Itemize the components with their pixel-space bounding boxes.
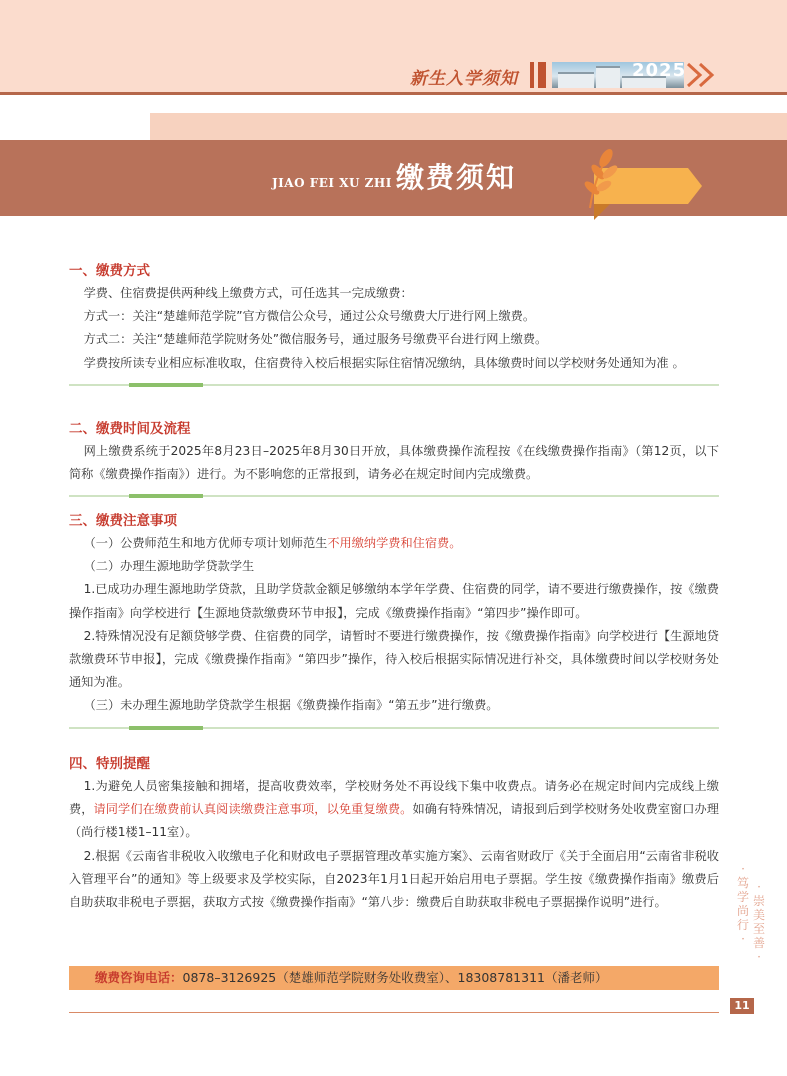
section-title: 四、特别提醒 (69, 756, 150, 772)
section-payment-time (69, 418, 719, 510)
contact-text (95, 969, 607, 987)
highlight-text: 请同学们在缴费前认真阅读缴费注意事项，以免重复缴费。 (93, 802, 413, 817)
section-divider (69, 727, 719, 729)
side-motto: ·崇美至善· (752, 880, 765, 964)
header-year: 2025 (632, 60, 687, 81)
paragraph: 方式一：关注“楚雄师范学院”官方微信公众号，通过公众号缴费大厅进行网上缴费。 (83, 309, 536, 324)
contact-label: 缴费咨询电话： (95, 970, 183, 985)
section-payment-methods (69, 260, 719, 399)
paragraph-text: 1.为避免人员密集接触和拥堵，提高收费效率，学校财务处不再设线下集中收费点。请务必在规定时间内完成线上缴费， (69, 779, 719, 817)
chevron-arrows-icon (686, 62, 722, 88)
header-title: 新生入学须知 (410, 69, 518, 89)
section-divider (69, 495, 719, 497)
paragraph (69, 775, 719, 845)
section-special-reminder (69, 753, 719, 914)
section-title: 二、缴费时间及流程 (69, 421, 191, 437)
paragraph (69, 532, 719, 555)
section-title: 三、缴费注意事项 (69, 513, 177, 529)
paragraph: 学费、住宿费提供两种线上缴费方式，可任选其一完成缴费： (83, 286, 413, 300)
paragraph: （二）办理生源地助学贷款学生 (83, 559, 255, 574)
page-number: 11 (730, 998, 754, 1014)
paragraph: 2.根据《云南省非税收入收缴电子化和财政电子票据管理改革实施方案》、云南省财政厅《关于全面启用“云南省非税收入管理平台”的通知》等上级要求及学校实际，自2023年1月1日起开始启用电子票据。学生按《缴费操作指南》缴费后自助获取非税电子票据，获取方式按《缴费操作指南》“第八步：缴费后自助获取非税电子票据操作说明”进行。 (69, 848, 719, 910)
paragraph: 学费按所读专业相应标准收取，住宿费待入校后根据实际住宿情况缴纳，具体缴费时间以学校财务处通知为准 。 (83, 355, 685, 370)
section-divider (69, 384, 719, 386)
section-payment-notes (69, 510, 719, 742)
paragraph: （三）未办理生源地助学贷款学生根据《缴费操作指南》“第五步”进行缴费。 (83, 698, 499, 713)
contact-bar (69, 966, 719, 990)
footer-rule (69, 1012, 719, 1013)
paragraph: 1.已成功办理生源地助学贷款，且助学贷款金额足够缴纳本学年学费、住宿费的同学，请不要进行缴费操作，按《缴费操作指南》向学校进行【生源地贷款缴费环节申报】，完成《缴费操作指南》“第四步”操作即可。 (69, 582, 719, 620)
paragraph: 方式二：关注“楚雄师范学院财务处”微信服务号，通过服务号缴费平台进行网上缴费。 (83, 332, 548, 347)
paragraph: 网上缴费系统于2025年8月23日–2025年8月30日开放，具体缴费操作流程按《在线缴费操作指南》（第12页，以下简称《缴费操作指南》）进行。为不影响您的正常报到，请务必在规定时间内完成缴费。 (69, 444, 719, 482)
contact-numbers: 0878–3126925（楚雄师范学院财务处收费室）、18308781311（潘老师） (182, 970, 608, 985)
paragraph-text: 如确有特殊情况，请报到后到学校财务处收费室窗口办理（尚行楼1楼1–11室）。 (69, 802, 719, 840)
section-title: 一、缴费方式 (69, 263, 150, 279)
banner-highlight (150, 113, 787, 140)
paragraph: 2.特殊情况没有足额贷够学费、住宿费的同学，请暂时不要进行缴费操作，按《缴费操作指南》向学校进行【生源地贷款缴费环节申报】，完成《缴费操作指南》“第四步”操作，待入校后根据实际情况进行补交，具体缴费时间以学校财务处通知为准。 (69, 628, 719, 690)
header-bars-ornament (530, 62, 550, 88)
leaf-ribbon-icon (570, 138, 720, 230)
paragraph-text: （一）公费师范生和地方优师专项计划师范生 (83, 536, 328, 550)
header-rule (0, 92, 787, 95)
banner-title: 缴费须知 (396, 161, 517, 194)
side-motto: ·笃学尚行· (736, 862, 749, 946)
highlight-text: 不用缴纳学费和住宿费。 (327, 536, 462, 550)
banner-title-en: JIAO FEI XU ZHI (272, 176, 392, 190)
